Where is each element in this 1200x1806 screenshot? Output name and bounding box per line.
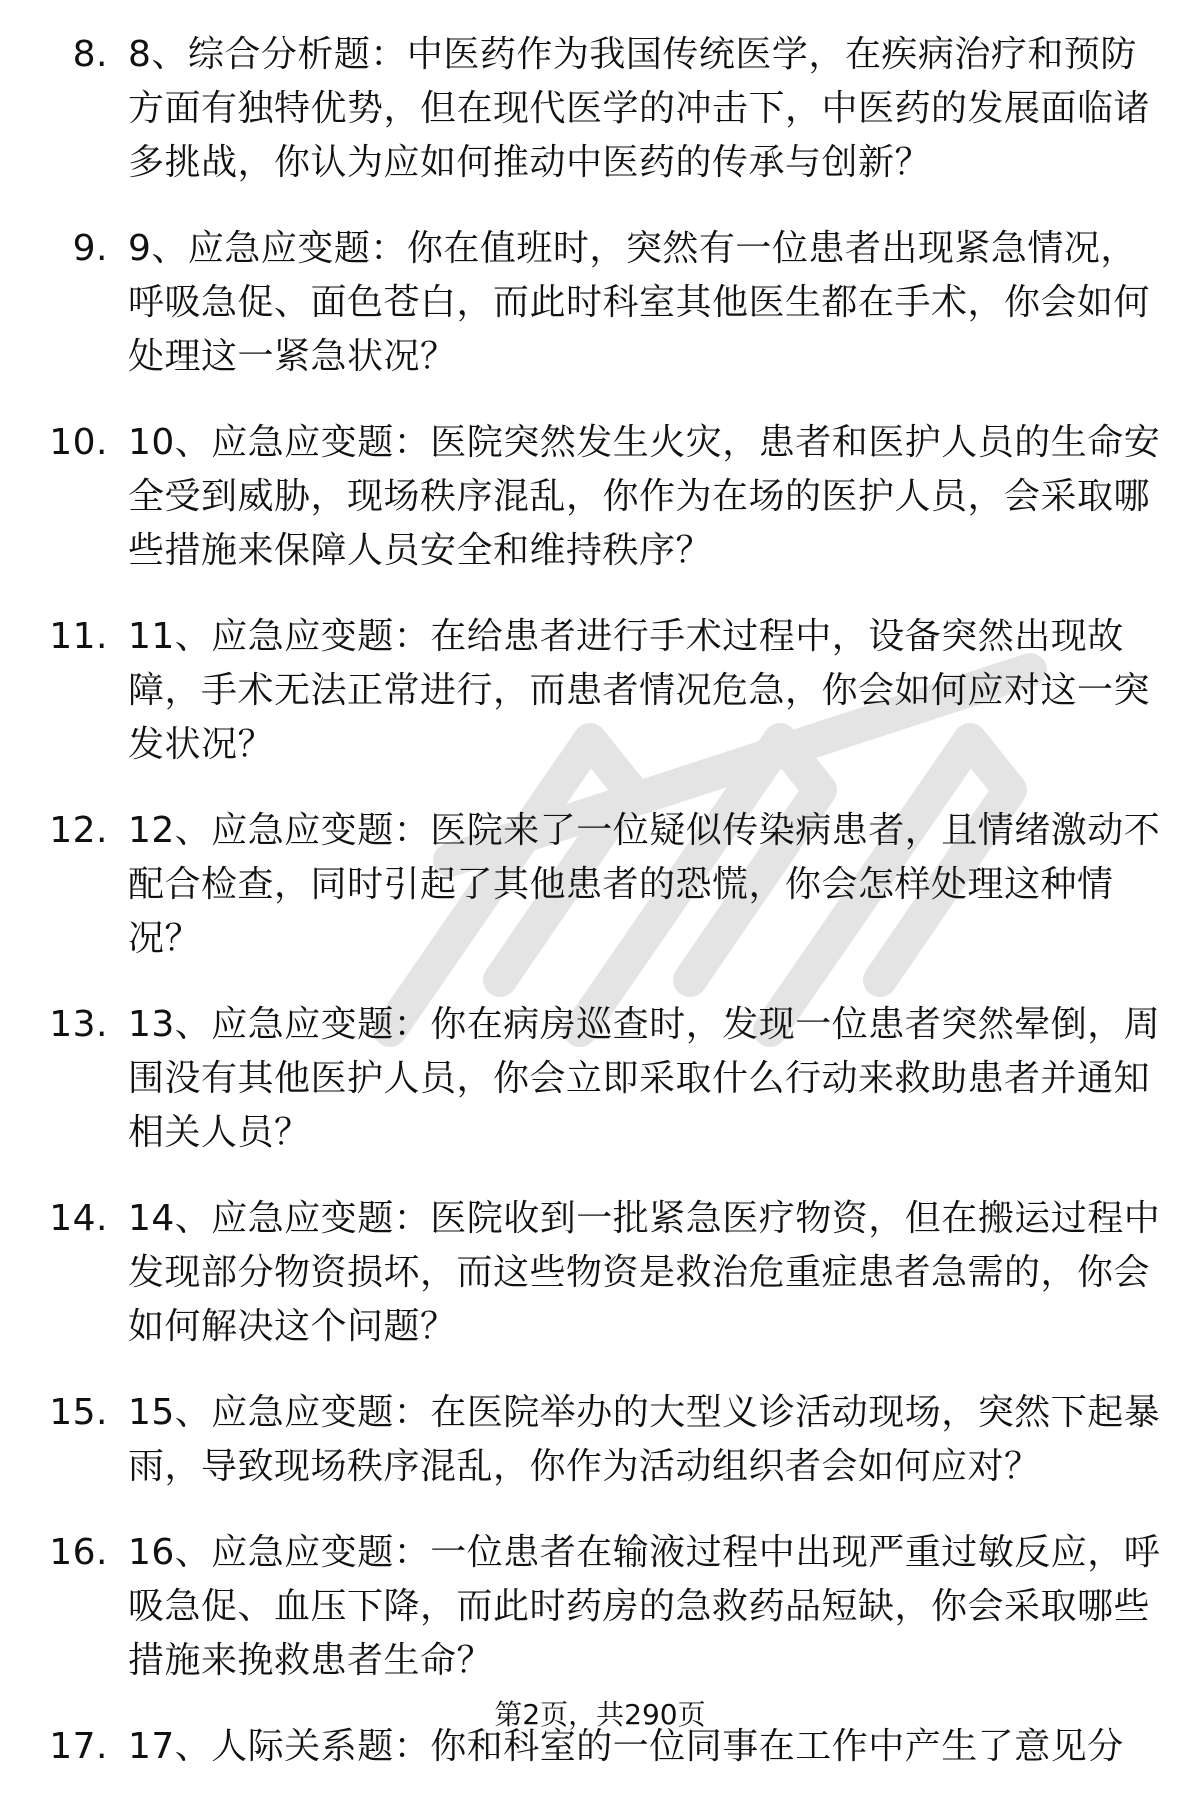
list-item [0, 998, 1200, 1160]
question-text: 16、应急应变题：一位患者在输液过程中出现严重过敏反应，呼吸急促、血压下降，而此时药房的急救药品短缺，你会采取哪些措施来挽救患者生命？ [128, 1532, 1161, 1681]
question-text: 14、应急应变题：医院收到一批紧急医疗物资，但在搬运过程中发现部分物资损坏，而这些物资是救治危重症患者急需的，你会如何解决这个问题？ [128, 1198, 1161, 1347]
list-item [0, 610, 1200, 772]
page-footer [0, 1697, 1200, 1733]
list-item [0, 804, 1200, 966]
question-number: 10. [49, 422, 108, 463]
question-number: 14. [49, 1198, 108, 1239]
question-number: 15. [49, 1392, 108, 1433]
question-text: 17、人际关系题：你和科室的一位同事在工作中产生了意见分 [128, 1726, 1124, 1767]
question-text: 11、应急应变题：在给患者进行手术过程中，设备突然出现故障，手术无法正常进行，而患者情况危急，你会如何应对这一突发状况？ [128, 616, 1151, 765]
page-number-label: 第2页，共290页 [494, 1698, 706, 1731]
list-item [0, 222, 1200, 384]
list-item [0, 28, 1200, 190]
list-item [0, 1192, 1200, 1354]
question-text: 12、应急应变题：医院来了一位疑似传染病患者，且情绪激动不配合检查，同时引起了其他患者的恐慌，你会怎样处理这种情况？ [128, 810, 1161, 959]
question-number: 17. [49, 1726, 108, 1767]
question-list [0, 28, 1200, 1806]
question-text: 10、应急应变题：医院突然发生火灾，患者和医护人员的生命安全受到威胁，现场秩序混乱，你作为在场的医护人员，会采取哪些措施来保障人员安全和维持秩序？ [128, 422, 1161, 571]
question-number: 8. [72, 34, 108, 75]
question-text: 9、应急应变题：你在值班时，突然有一位患者出现紧急情况，呼吸急促、面色苍白，而此时科室其他医生都在手术，你会如何处理这一紧急状况？ [128, 228, 1151, 377]
question-number: 13. [49, 1004, 108, 1045]
question-text: 13、应急应变题：你在病房巡查时，发现一位患者突然晕倒，周围没有其他医护人员，你会立即采取什么行动来救助患者并通知相关人员？ [128, 1004, 1161, 1153]
question-text: 15、应急应变题：在医院举办的大型义诊活动现场，突然下起暴雨，导致现场秩序混乱，你作为活动组织者会如何应对？ [128, 1392, 1161, 1487]
question-number: 9. [72, 228, 108, 269]
question-number: 12. [49, 810, 108, 851]
question-text: 8、综合分析题：中医药作为我国传统医学，在疾病治疗和预防方面有独特优势，但在现代医学的冲击下，中医药的发展面临诸多挑战，你认为应如何推动中医药的传承与创新？ [128, 34, 1151, 183]
question-number: 16. [49, 1532, 108, 1573]
list-item [0, 1526, 1200, 1688]
question-number: 11. [49, 616, 108, 657]
list-item [0, 416, 1200, 578]
list-item [0, 1386, 1200, 1494]
